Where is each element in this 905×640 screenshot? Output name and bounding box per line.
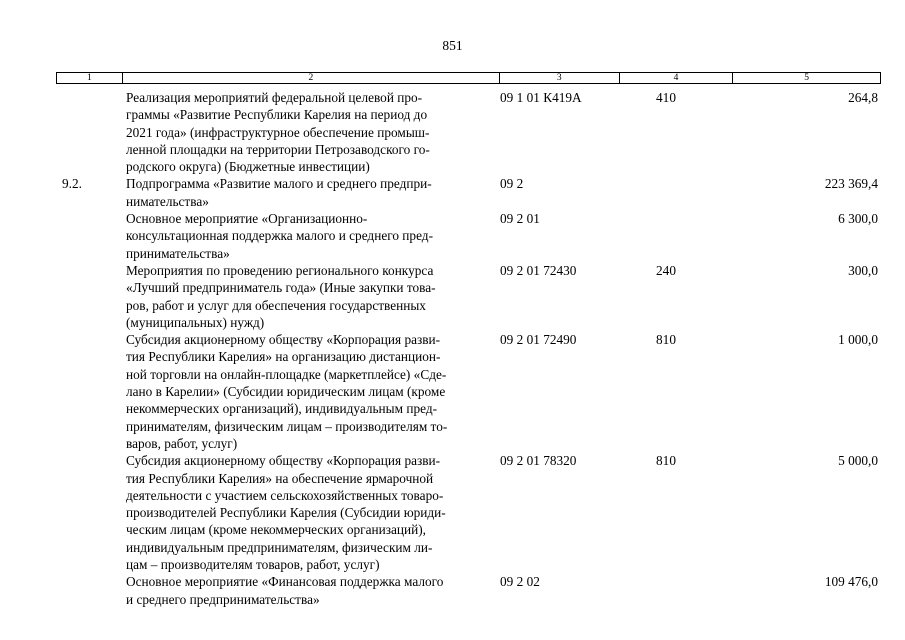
- header-col-1: 1: [57, 73, 123, 83]
- row-name-line: «Лучший предприниматель года» (Иные закупки това-: [126, 280, 436, 296]
- row-name-line: ческим лицам (кроме некоммерческих организаций),: [126, 522, 426, 538]
- row-name-line: родского округа) (Бюджетные инвестиции): [126, 159, 370, 175]
- row-name: [126, 175, 492, 210]
- row-name-line: Мероприятия по проведению регионального конкурса: [126, 262, 434, 278]
- row-code: 09 2 01: [500, 211, 540, 227]
- table-body: [56, 89, 881, 608]
- row-name-line: лано в Карелии» (Субсидии юридическим лицам (кроме: [126, 384, 446, 400]
- row-number: [56, 210, 126, 262]
- row-name-line: Подпрограмма «Развитие малого и среднего предпри-: [126, 176, 432, 192]
- row-sum: 109 476,0: [824, 574, 878, 590]
- row-number: [56, 452, 126, 573]
- row-number: 9.2.: [62, 176, 82, 192]
- row-code: 09 1 01 К419А: [500, 90, 582, 105]
- row-name-line: граммы «Развитие Республики Карелия на период до: [126, 107, 428, 123]
- row-name-line: некоммерческих организаций), индивидуальным пред-: [126, 401, 438, 417]
- row-sum: 300,0: [848, 262, 878, 278]
- header-col-5: 5: [804, 73, 810, 83]
- row-code: 09 2 01 78320: [500, 453, 577, 469]
- row-sum: 264,8: [848, 90, 878, 105]
- row-name: [126, 452, 492, 573]
- header-col-2: 2: [123, 73, 500, 83]
- row-expense-type: 410: [656, 90, 676, 105]
- table-row: [56, 452, 881, 573]
- row-name-line: ров, работ и услуг для обеспечения государственных: [126, 297, 426, 313]
- row-name-line: 2021 года» (инфраструктурное обеспечение промыш-: [126, 124, 430, 140]
- row-sum: 5 000,0: [838, 453, 878, 469]
- row-name-line: производителей Республики Карелия (Субсидии юриди-: [126, 505, 446, 521]
- row-name-line: нимательства»: [126, 193, 209, 209]
- row-name-line: Основное мероприятие «Организационно-: [126, 211, 368, 227]
- row-code: 09 2 01 72430: [500, 262, 577, 278]
- row-name-line: ленной площадки на территории Петрозаводского го-: [126, 141, 430, 157]
- header-col-3: 3: [500, 73, 620, 83]
- row-name-line: Основное мероприятие «Финансовая поддержка малого: [126, 574, 444, 590]
- row-name-line: деятельности с участием сельскохозяйственных товаро-: [126, 487, 444, 503]
- table-row: [56, 175, 881, 210]
- row-name-line: ной торговли на онлайн-площадке (маркетплейсе) «Сде-: [126, 366, 447, 382]
- row-expense-type: [626, 210, 706, 262]
- row-name-line: варов, работ, услуг): [126, 435, 238, 451]
- row-name: [126, 573, 492, 608]
- row-name: [126, 210, 492, 262]
- row-name: [126, 331, 492, 452]
- row-name-line: тия Республики Карелия» на организацию дистанцион-: [126, 349, 441, 365]
- row-name-line: тия Республики Карелия» на обеспечение ярмарочной: [126, 470, 434, 486]
- header-col-4: 4: [620, 73, 734, 83]
- row-expense-type: [626, 573, 706, 608]
- row-name-line: и среднего предпринимательства»: [126, 591, 320, 607]
- table-row: [56, 331, 881, 452]
- row-expense-type: 810: [656, 332, 676, 348]
- row-name-line: индивидуальным предпринимателям, физическим ли-: [126, 539, 433, 555]
- row-number: [56, 89, 126, 175]
- table-row: [56, 573, 881, 608]
- row-sum: 223 369,4: [824, 176, 878, 192]
- row-name-line: цам – производителям товаров, работ, услуг): [126, 557, 380, 573]
- row-expense-type: 810: [656, 453, 676, 469]
- row-number: [56, 573, 126, 608]
- row-expense-type: 240: [656, 262, 676, 278]
- row-sum: 6 300,0: [838, 211, 878, 227]
- table-row: [56, 210, 881, 262]
- table-row: [56, 262, 881, 331]
- row-name: [126, 262, 492, 331]
- row-expense-type: [626, 175, 706, 210]
- row-name-line: Субсидия акционерному обществу «Корпорация разви-: [126, 332, 441, 348]
- row-code: 09 2 02: [500, 574, 540, 590]
- row-number: [56, 331, 126, 452]
- row-name-line: принимателям, физическим лицам – производителям то-: [126, 418, 448, 434]
- table-row: [56, 89, 881, 175]
- row-name-line: принимательства»: [126, 245, 230, 261]
- row-code: 09 2: [500, 176, 524, 192]
- row-name: [126, 89, 492, 175]
- page-number: 851: [442, 38, 463, 53]
- table-header: [56, 72, 881, 84]
- row-name-line: Субсидия акционерному обществу «Корпорация разви-: [126, 453, 441, 469]
- row-name-line: консультационная поддержка малого и среднего пред-: [126, 228, 433, 244]
- row-code: 09 2 01 72490: [500, 332, 577, 348]
- row-number: [56, 262, 126, 331]
- row-sum: 1 000,0: [838, 332, 878, 348]
- row-name-line: Реализация мероприятий федеральной целевой про-: [126, 90, 423, 105]
- row-name-line: (муниципальных) нужд): [126, 314, 265, 330]
